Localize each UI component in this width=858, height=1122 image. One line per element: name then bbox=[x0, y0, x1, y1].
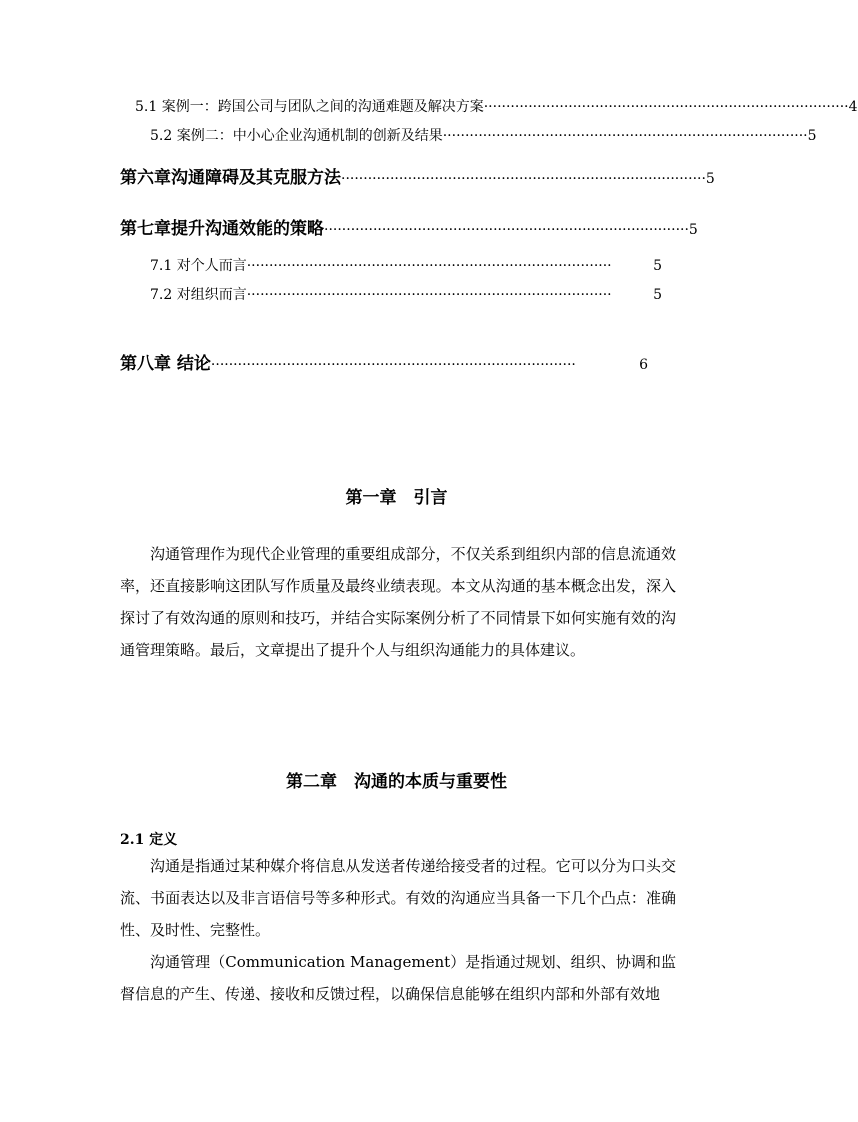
chapter-1-paragraph: 沟通管理作为现代企业管理的重要组成部分，不仅关系到组织内部的信息流通效率，还直接影响这团队写作质量及最终业绩表现。本文从沟通的基本概念出发，深入探讨了有效沟通的原则和技巧，并结合实际案例分析了不同情景下如何实施有效的沟通管理策略。最后，文章提出了提升个人与组织沟通能力的具体建议。 bbox=[120, 545, 676, 659]
toc-entry-5-2[interactable] bbox=[150, 125, 817, 145]
toc-page-number: 6 bbox=[639, 357, 648, 373]
toc-label: 第六章沟通障碍及其克服方法 bbox=[120, 168, 341, 188]
toc-page-number: 5 bbox=[653, 258, 662, 274]
section-2-1-paragraph-1: 沟通是指通过某种媒介将信息从发送者传递给接受者的过程。它可以分为口头交流、书面表达以及非言语信号等多种形式。有效的沟通应当具备一下几个凸点：准确性、及时性、完整性。 bbox=[120, 857, 676, 939]
toc-leader: ·················································································· bbox=[246, 258, 612, 274]
toc-leader: ·················································································· bbox=[483, 99, 849, 115]
section-2-1-heading: 2.1 定义 bbox=[120, 832, 178, 848]
toc-entry-chapter-8[interactable] bbox=[120, 349, 648, 374]
toc-entry-5-1[interactable] bbox=[135, 96, 858, 116]
toc-entry-7-2[interactable] bbox=[150, 284, 662, 304]
toc-label: 5.2 案例二：中小心企业沟通机制的创新及结果 bbox=[150, 128, 443, 144]
toc-leader: ·················································································· bbox=[442, 128, 808, 144]
toc-label: 第七章提升沟通效能的策略 bbox=[120, 219, 324, 239]
toc-leader: ·················································································· bbox=[324, 222, 689, 238]
toc-label: 第八章 结论 bbox=[120, 354, 211, 374]
section-2-1-body bbox=[120, 850, 676, 1010]
toc-leader: ·················································································· bbox=[341, 171, 706, 187]
toc-page-number: 4 bbox=[848, 99, 858, 115]
toc-label: 7.2 对组织而言 bbox=[150, 287, 247, 303]
toc-label: 7.1 对个人而言 bbox=[150, 258, 247, 274]
chapter-2-title: 第二章 沟通的本质与重要性 bbox=[286, 772, 507, 792]
chapter-1-body bbox=[120, 538, 676, 666]
toc-entry-7-1[interactable] bbox=[150, 255, 662, 275]
toc-page-number: 5 bbox=[705, 171, 715, 187]
toc-leader: ·················································································· bbox=[246, 287, 612, 303]
toc-page-number: 5 bbox=[653, 287, 662, 303]
toc-leader: ·················································································· bbox=[210, 357, 576, 373]
toc-entry-chapter-7[interactable] bbox=[120, 214, 698, 239]
toc-page-number: 5 bbox=[688, 222, 698, 238]
toc-entry-chapter-6[interactable] bbox=[120, 163, 715, 188]
toc-label: 5.1 案例一：跨国公司与团队之间的沟通难题及解决方案 bbox=[135, 99, 484, 115]
chapter-1-title: 第一章 引言 bbox=[345, 488, 448, 508]
section-2-1-paragraph-2: 沟通管理（Communication Management）是指通过规划、组织、协调和监督信息的产生、传递、接收和反馈过程，以确保信息能够在组织内部和外部有效地 bbox=[120, 953, 676, 1003]
toc-page-number: 5 bbox=[807, 128, 817, 144]
